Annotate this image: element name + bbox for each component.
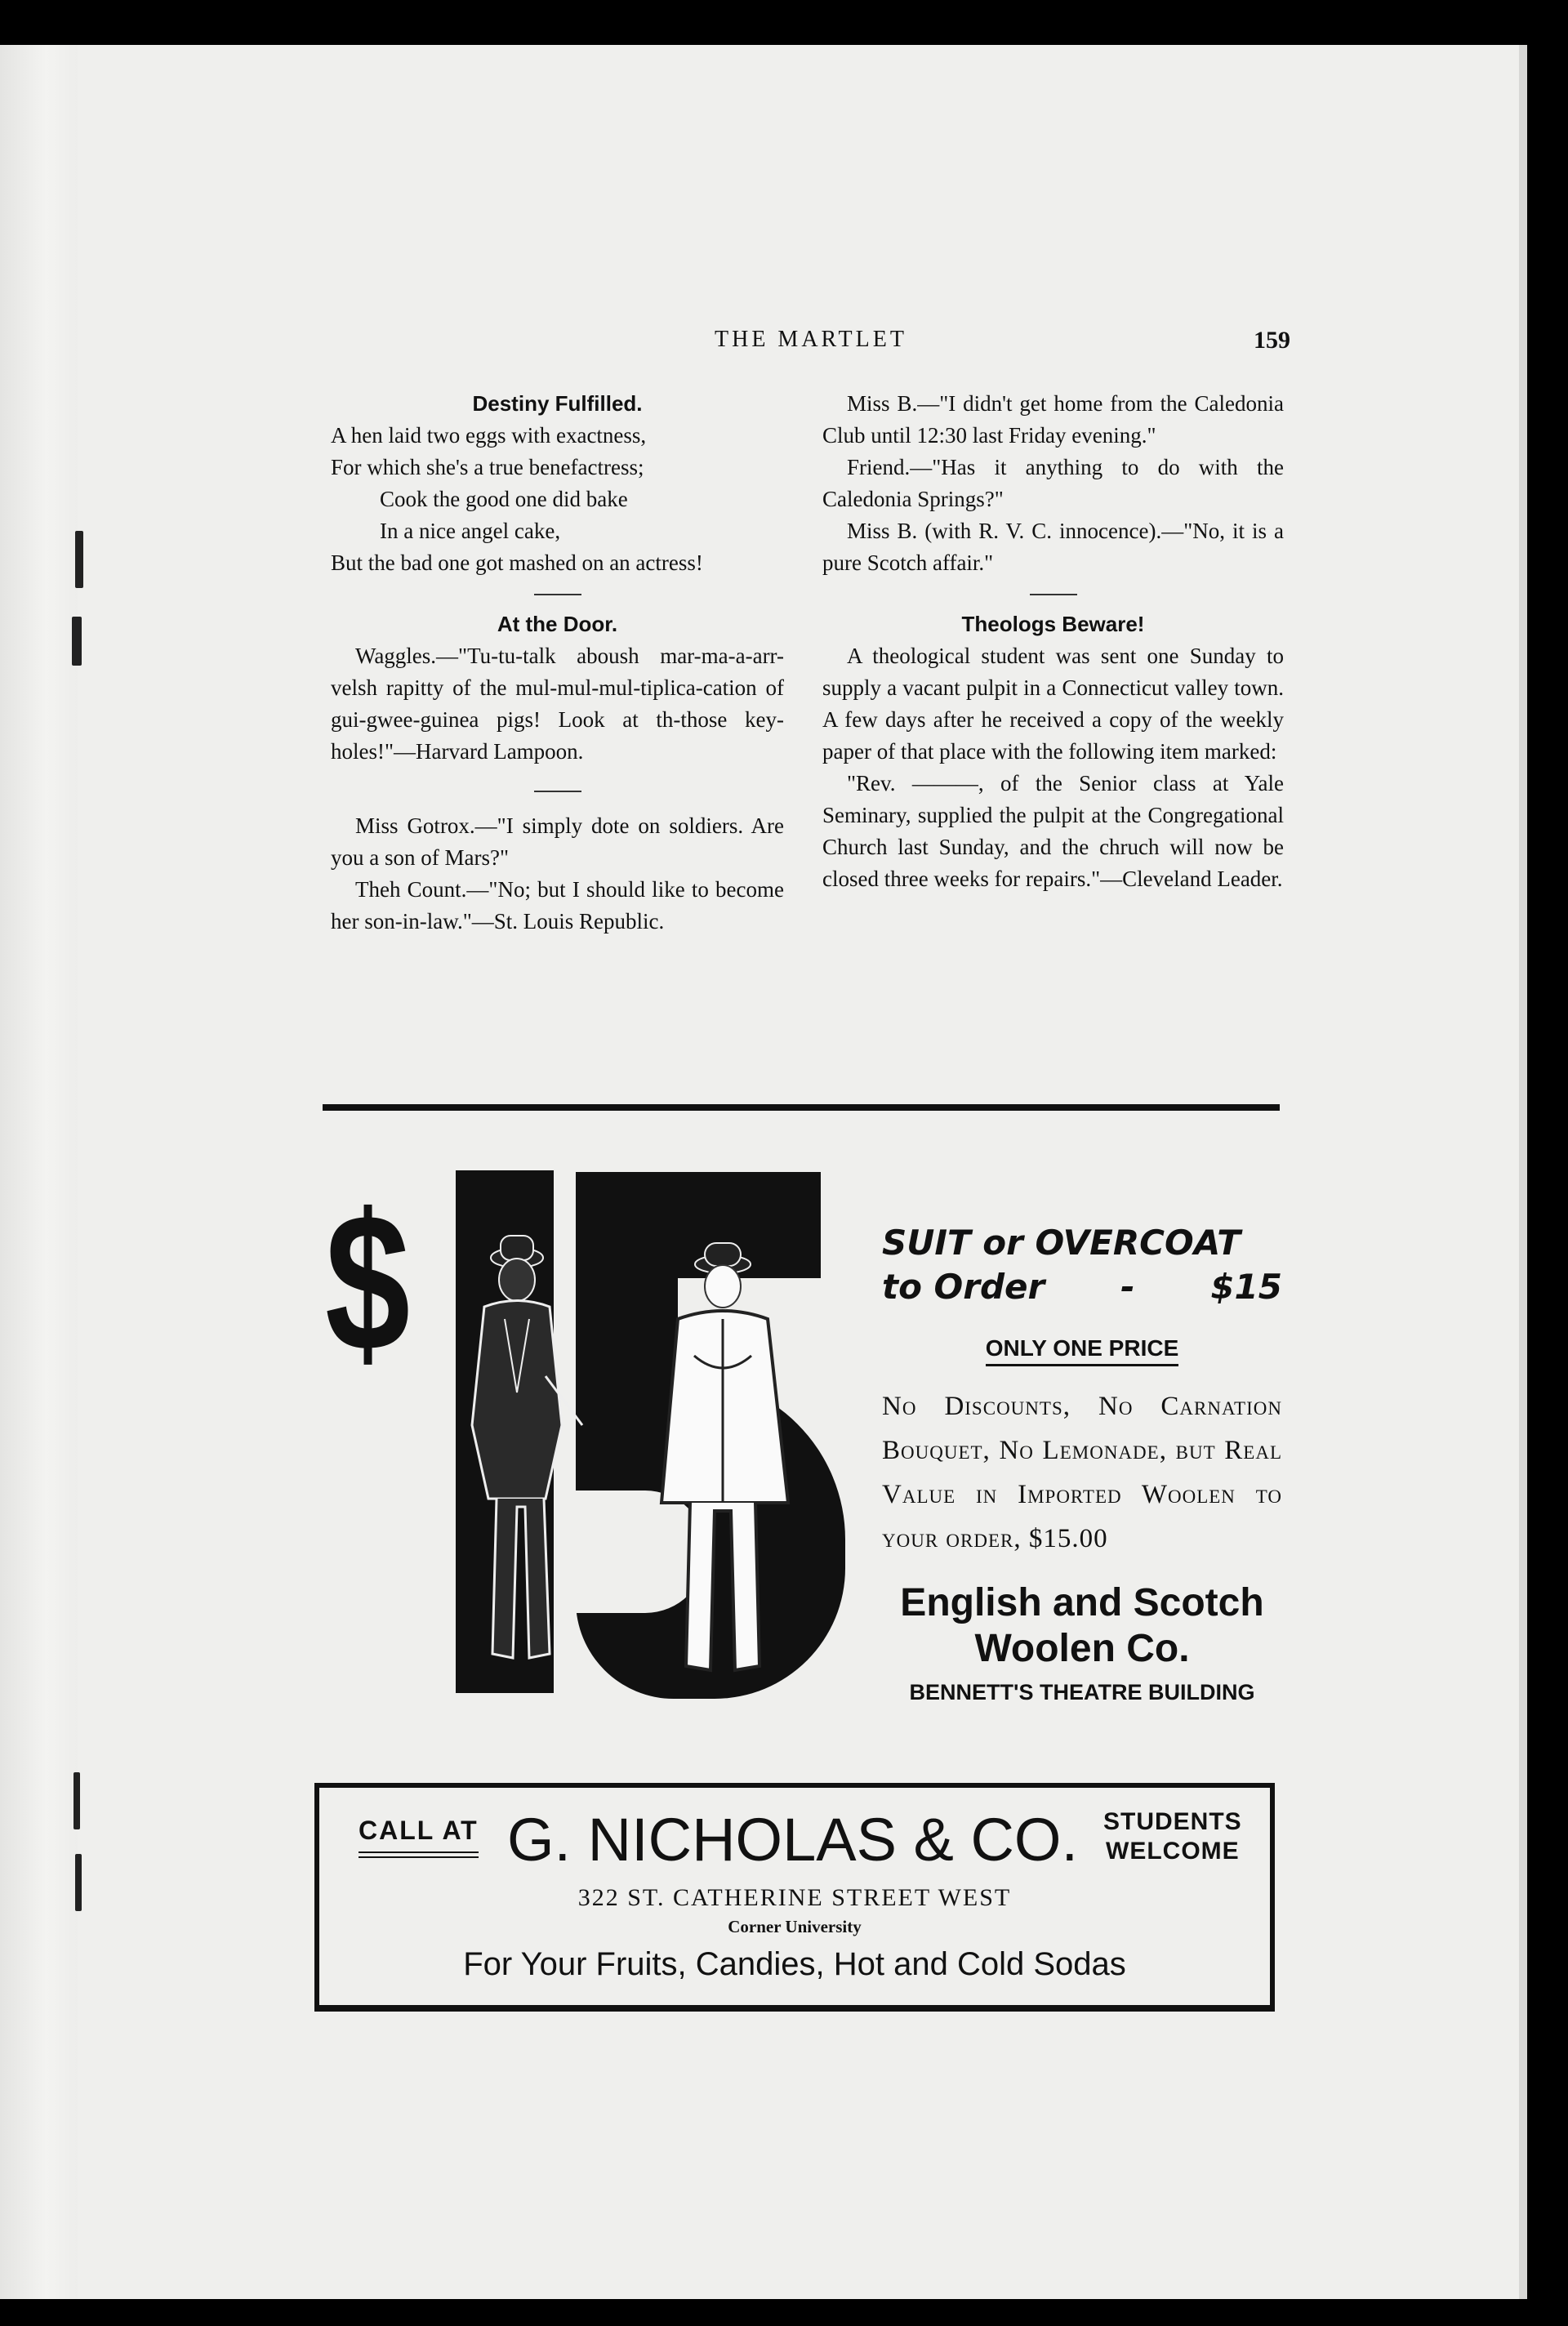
article-heading: Destiny Fulfilled.	[472, 391, 643, 416]
page-edge	[1519, 45, 1527, 2299]
students-welcome: STUDENTS WELCOME	[1103, 1808, 1242, 1865]
poem-line: For which she's a true benefactress;	[331, 455, 644, 479]
journal-title: THE MARTLET	[715, 327, 907, 352]
paragraph: Miss B.—"I didn't get home from the Caledonia Club until 12:30 last Friday evening."	[822, 391, 1284, 448]
headline-price: $15	[1210, 1267, 1282, 1307]
paragraph: "Rev. ———, of the Senior class at Yale Seminary, supplied the pulpit at the Congregational Church last Sunday, and the chruch will now be closed three weeks for repairs."—Cleveland Leader.	[822, 771, 1284, 891]
paragraph: Miss Gotrox.—"I simply dote on soldiers. Are you a son of Mars?"	[331, 813, 784, 870]
separator	[1030, 594, 1077, 595]
page-spine	[0, 45, 78, 2299]
store-name: G. NICHOLAS & CO.	[507, 1806, 1079, 1874]
poem	[331, 420, 784, 579]
article-heading: At the Door.	[497, 612, 618, 636]
binding-mark	[75, 531, 83, 588]
article-heading: Theologs Beware!	[961, 612, 1145, 636]
dollar-sign: $	[325, 1173, 411, 1392]
binding-mark	[74, 1772, 80, 1829]
firm-name: English and Scotch Woolen Co.	[900, 1581, 1264, 1670]
man-illustration-left	[448, 1229, 586, 1678]
paragraph: Theh Count.—"No; but I should like to become her son-in-law."—St. Louis Republic.	[331, 877, 784, 934]
poem-line: Cook the good one did bake	[380, 487, 628, 511]
poem-line: A hen laid two eggs with exactness,	[331, 423, 647, 448]
paragraph: Waggles.—"Tu-tu-talk aboush mar-ma-a-arr-velsh rapitty of the mul-mul-mul-tiplica-cation of gui-gwee-guinea pigs! Look at th-those key-holes!"—Harvard Lampoon.	[331, 644, 784, 764]
only-one-price: ONLY ONE PRICE	[882, 1335, 1282, 1361]
store-products: For Your Fruits, Candies, Hot and Cold Sodas	[463, 1946, 1126, 1982]
store-address: 322 ST. CATHERINE STREET WEST	[577, 1884, 1012, 1911]
firm-address: BENNETT'S THEATRE BUILDING	[909, 1680, 1255, 1704]
binding-mark	[75, 1854, 82, 1911]
horizontal-rule	[323, 1104, 1280, 1111]
man-illustration-right	[645, 1241, 800, 1682]
nicholas-advertisement	[314, 1783, 1275, 2012]
scanned-page	[0, 45, 1527, 2299]
suit-ad-body: No Discounts, No Carnation Bouquet, No Lemonade, but Real Value in Imported Woolen to your order, $15.00	[882, 1392, 1282, 1553]
left-column	[331, 388, 784, 938]
suit-ad-copy	[882, 1221, 1282, 1705]
headline-text: SUIT or OVERCOAT	[882, 1223, 1241, 1263]
page-number: 159	[1254, 327, 1290, 354]
headline-text: to Order	[882, 1267, 1045, 1307]
store-corner: Corner University	[728, 1917, 862, 1936]
call-at-label: CALL AT	[359, 1816, 479, 1845]
right-column	[822, 388, 1284, 895]
poem-line: In a nice angel cake,	[380, 519, 561, 543]
paragraph: Friend.—"Has it anything to do with the Caledonia Springs?"	[822, 455, 1284, 511]
paragraph: A theological student was sent one Sunday to supply a vacant pulpit in a Connecticut valley town. A few days after he received a copy of the weekly paper of that place with the following item marked:	[822, 644, 1284, 764]
separator	[534, 594, 581, 595]
separator	[534, 791, 581, 792]
paragraph: Miss B. (with R. V. C. innocence).—"No, it is a pure Scotch affair."	[822, 519, 1284, 575]
binding-mark	[72, 617, 82, 666]
poem-line: But the bad one got mashed on an actress!	[331, 550, 703, 575]
running-header	[327, 327, 1290, 359]
suit-headline	[882, 1221, 1282, 1309]
headline-dash: -	[1120, 1267, 1135, 1307]
